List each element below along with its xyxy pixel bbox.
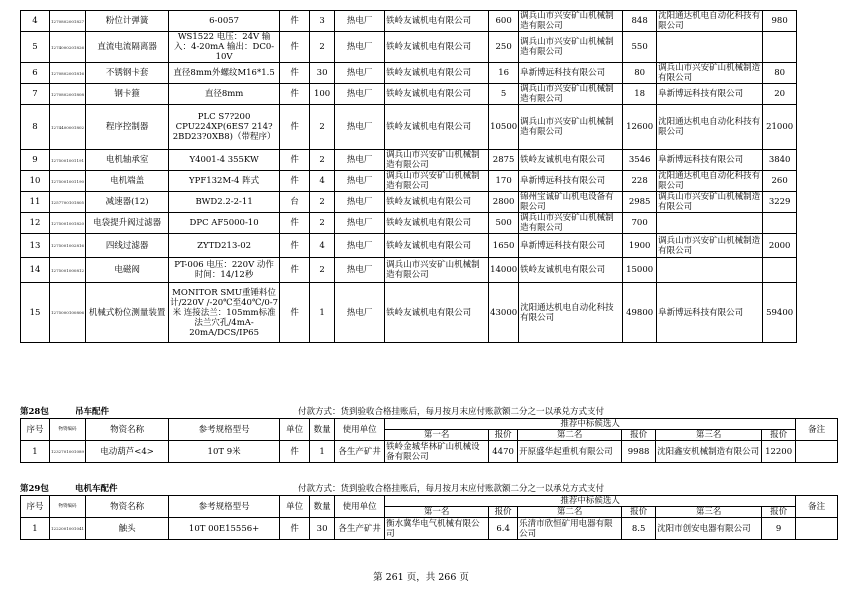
note <box>796 518 838 540</box>
supplier-3 <box>657 258 763 283</box>
table-row <box>21 518 838 540</box>
spec-model: BWD2.2-2-11 <box>169 192 280 213</box>
supplier-3: 沈阳通达机电自动化科技有限公司 <box>657 105 763 150</box>
user-unit: 各生产矿井 <box>335 518 385 540</box>
price-2: 1900 <box>623 234 657 258</box>
price-2: 848 <box>623 11 657 32</box>
user-unit: 热电厂 <box>335 150 385 171</box>
price-1: 170 <box>489 171 519 192</box>
header-name: 物资名称 <box>86 496 169 518</box>
table-row <box>21 192 839 213</box>
table-row <box>21 213 839 234</box>
supplier-1: 铁岭友诚机电有限公司 <box>385 63 489 84</box>
unit: 件 <box>280 171 310 192</box>
header-candidates: 推荐中标候选人 <box>385 419 796 430</box>
spec-model: 10T 9米 <box>169 441 280 463</box>
unit: 件 <box>280 441 310 463</box>
header-price: 报价 <box>622 507 656 518</box>
price-1: 250 <box>489 32 519 63</box>
supplier-2: 调兵山市兴安矿山机械制造有限公司 <box>519 84 623 105</box>
quantity: 2 <box>310 150 335 171</box>
header-price: 报价 <box>622 430 656 441</box>
spec-model: 直径8mm外螺纹M16*1.5 <box>169 63 280 84</box>
supplier-3: 调兵山市兴安矿山机械制造有限公司 <box>657 192 763 213</box>
price-3: 20 <box>763 84 797 105</box>
material-name: 触头 <box>86 518 169 540</box>
row-number: 5 <box>21 32 50 63</box>
material-code: 1275001001820 <box>50 213 86 234</box>
material-name: 电机端盖 <box>86 171 169 192</box>
table-row <box>21 32 839 63</box>
user-unit: 热电厂 <box>335 32 385 63</box>
row-number: 10 <box>21 171 50 192</box>
quantity: 30 <box>310 518 335 540</box>
price-1: 500 <box>489 213 519 234</box>
spec-model: YPF132M-4 阵式 <box>169 171 280 192</box>
material-code: 1275001001191 <box>50 150 86 171</box>
table-row <box>21 171 839 192</box>
material-name: 钢卡箍 <box>86 84 169 105</box>
header-no: 序号 <box>21 419 50 441</box>
supplier-2: 调兵山市兴安矿山机械制造有限公司 <box>519 105 623 150</box>
material-code: 1275000100806 <box>50 283 86 343</box>
supplier-1: 铁岭友诚机电有限公司 <box>385 32 489 63</box>
package-label: 第29包 <box>20 484 49 494</box>
unit: 件 <box>280 63 310 84</box>
user-unit: 热电厂 <box>335 213 385 234</box>
material-name: 机械式粉位测量装置 <box>86 283 169 343</box>
price-3: 9 <box>762 518 796 540</box>
header-candidates: 推荐中标候选人 <box>385 496 796 507</box>
quantity: 100 <box>310 84 335 105</box>
price-2: 550 <box>623 32 657 63</box>
user-unit: 热电厂 <box>335 84 385 105</box>
unit: 件 <box>280 518 310 540</box>
unit: 件 <box>280 213 310 234</box>
row-number: 15 <box>21 283 50 343</box>
price-2: 9988 <box>622 441 656 463</box>
price-2: 228 <box>623 171 657 192</box>
row-number: 13 <box>21 234 50 258</box>
supplier-1: 铁岭友诚机电有限公司 <box>385 84 489 105</box>
quantity: 30 <box>310 63 335 84</box>
row-number: 8 <box>21 105 50 150</box>
user-unit: 热电厂 <box>335 171 385 192</box>
quantity: 3 <box>310 11 335 32</box>
supplier-1: 铁岭友诚机电有限公司 <box>385 234 489 258</box>
supplier-2: 铁岭友诚机电有限公司 <box>519 150 623 171</box>
quantity: 4 <box>310 234 335 258</box>
supplier-3: 沈阳通达机电自动化科技有限公司 <box>657 171 763 192</box>
price-1: 600 <box>489 11 519 32</box>
supplier-1: 调兵山市兴安矿山机械制造有限公司 <box>385 171 489 192</box>
material-code: 1257700101805 <box>50 192 86 213</box>
header-row <box>21 496 838 507</box>
supplier-3: 沈阳鑫安机械制造有限公司 <box>656 441 762 463</box>
header-first: 第一名 <box>385 430 489 441</box>
spec-model: MONITOR SMU重锤料位计/220V /-20℃至40℃/0-7米 连接法兰：105mm标准法兰穴孔/4mA-20mA/DCS/IP65 <box>169 283 280 343</box>
price-1: 6.4 <box>489 518 518 540</box>
header-code: 物资编码 <box>50 419 86 441</box>
price-1: 2800 <box>489 192 519 213</box>
unit: 台 <box>280 192 310 213</box>
price-3: 980 <box>763 11 797 32</box>
material-name: 粉位计弹簧 <box>86 11 169 32</box>
package-28-table <box>20 418 838 463</box>
supplier-1: 铁岭友诚机电有限公司 <box>385 192 489 213</box>
spec-model: DPC AF5000-10 <box>169 213 280 234</box>
material-code: 1274000201826 <box>50 32 86 63</box>
price-3 <box>763 32 797 63</box>
material-name: 不锈钢卡套 <box>86 63 169 84</box>
price-2: 15000 <box>623 258 657 283</box>
quantity: 2 <box>310 213 335 234</box>
supplier-1: 铁岭友诚机电有限公司 <box>385 283 489 343</box>
spec-model: PT-006 电压：220V 动作时间：14/12秒 <box>169 258 280 283</box>
price-3: 3840 <box>763 150 797 171</box>
material-code: 1275001001190 <box>50 171 86 192</box>
price-1: 5 <box>489 84 519 105</box>
material-code: 1270802001808 <box>50 84 86 105</box>
supplier-2: 锦州宝诚矿山机电设备有限公司 <box>519 192 623 213</box>
payment-terms: 付款方式：货到验收合格挂账后，每月按月末应付账款额二分之一以承兑方式支付 <box>298 407 605 417</box>
table-row <box>21 11 839 32</box>
material-name: 直流电流隔离器 <box>86 32 169 63</box>
header-unit: 单位 <box>280 419 310 441</box>
supplier-2: 开原盛华起重机有限公司 <box>518 441 622 463</box>
row-number: 7 <box>21 84 50 105</box>
supplier-2: 阜新博远科技有限公司 <box>519 234 623 258</box>
table-row <box>21 258 839 283</box>
unit: 件 <box>280 258 310 283</box>
header-second: 第二名 <box>518 430 622 441</box>
price-2: 49800 <box>623 283 657 343</box>
row-number: 4 <box>21 11 50 32</box>
price-3: 3229 <box>763 192 797 213</box>
supplier-1: 调兵山市兴安矿山机械制造有限公司 <box>385 150 489 171</box>
package-name: 电机车配件 <box>75 484 118 494</box>
spec-model: 直径8mm <box>169 84 280 105</box>
quantity: 1 <box>310 283 335 343</box>
header-price: 报价 <box>762 430 796 441</box>
package-name: 吊车配件 <box>75 407 110 417</box>
header-user: 使用单位 <box>335 496 385 518</box>
spec-model: Y4001-4 355KW <box>169 150 280 171</box>
header-qty: 数量 <box>310 496 335 518</box>
user-unit: 热电厂 <box>335 63 385 84</box>
row-number: 11 <box>21 192 50 213</box>
supplier-1: 调兵山市兴安矿山机械制造有限公司 <box>385 258 489 283</box>
row-number: 14 <box>21 258 50 283</box>
supplier-1: 衡水冀华电气机械有限公司 <box>385 518 489 540</box>
material-code: 1222001001041 <box>50 518 86 540</box>
package-29-header <box>20 483 605 495</box>
material-name: 四线过滤器 <box>86 234 169 258</box>
table-row <box>21 150 839 171</box>
material-code: 1232701001089 <box>50 441 86 463</box>
price-3: 2000 <box>763 234 797 258</box>
row-number: 6 <box>21 63 50 84</box>
material-code: 1274400001802 <box>50 105 86 150</box>
price-3 <box>763 258 797 283</box>
user-unit: 热电厂 <box>335 105 385 150</box>
payment-terms: 付款方式：货到验收合格挂账后，每月按月末应付账款额二分之一以承兑方式支付 <box>298 484 605 494</box>
price-1: 16 <box>489 63 519 84</box>
material-name: 电磁阀 <box>86 258 169 283</box>
price-3: 12200 <box>762 441 796 463</box>
header-unit: 单位 <box>280 496 310 518</box>
package-28-header <box>20 406 605 418</box>
spec-model: WS1522 电压：24V 输入：4-20mA 输出：DC0-10V <box>169 32 280 63</box>
user-unit: 热电厂 <box>335 192 385 213</box>
supplier-2: 调兵山市兴安矿山机械制造有限公司 <box>519 11 623 32</box>
material-name: 电动葫芦<4> <box>86 441 169 463</box>
user-unit: 热电厂 <box>335 11 385 32</box>
price-1: 10500 <box>489 105 519 150</box>
header-third: 第三名 <box>656 507 762 518</box>
header-name: 物资名称 <box>86 419 169 441</box>
supplier-2: 铁岭友诚机电有限公司 <box>519 258 623 283</box>
header-code: 物资编码 <box>50 496 86 518</box>
price-2: 8.5 <box>622 518 656 540</box>
price-1: 14000 <box>489 258 519 283</box>
material-code: 1275001002816 <box>50 234 86 258</box>
note <box>796 441 838 463</box>
quantity: 2 <box>310 258 335 283</box>
header-price: 报价 <box>489 507 518 518</box>
unit: 件 <box>280 150 310 171</box>
supplier-1: 铁岭友诚机电有限公司 <box>385 213 489 234</box>
package-29-table <box>20 495 838 540</box>
supplier-3 <box>657 213 763 234</box>
supplier-2: 调兵山市兴安矿山机械制造有限公司 <box>519 213 623 234</box>
price-3 <box>763 213 797 234</box>
header-no: 序号 <box>21 496 50 518</box>
supplier-3: 调兵山市兴安矿山机械制造有限公司 <box>657 63 763 84</box>
supplier-2: 乐清市欣恒矿用电器有限公司 <box>518 518 622 540</box>
supplier-3: 调兵山市兴安矿山机械制造有限公司 <box>657 234 763 258</box>
supplier-2: 沈阳通达机电自动化科技有限公司 <box>519 283 623 343</box>
price-1: 43000 <box>489 283 519 343</box>
price-1: 4470 <box>489 441 518 463</box>
spec-model: 6-0057 <box>169 11 280 32</box>
header-row <box>21 419 838 430</box>
header-note: 备注 <box>796 496 838 518</box>
price-3: 80 <box>763 63 797 84</box>
unit: 件 <box>280 11 310 32</box>
header-price: 报价 <box>489 430 518 441</box>
spec-model: ZYTD213-02 <box>169 234 280 258</box>
price-3: 260 <box>763 171 797 192</box>
row-number: 12 <box>21 213 50 234</box>
quantity: 2 <box>310 105 335 150</box>
supplier-3: 沈阳通达机电自动化科技有限公司 <box>657 11 763 32</box>
spec-model: 10T 00E15556+ <box>169 518 280 540</box>
price-3: 21000 <box>763 105 797 150</box>
header-second: 第二名 <box>518 507 622 518</box>
supplier-3: 阜新博远科技有限公司 <box>657 283 763 343</box>
row-number: 1 <box>21 441 50 463</box>
price-2: 2985 <box>623 192 657 213</box>
user-unit: 热电厂 <box>335 258 385 283</box>
material-code: 1270802001816 <box>50 63 86 84</box>
header-note: 备注 <box>796 419 838 441</box>
header-spec: 参考规格型号 <box>169 496 280 518</box>
price-3: 59400 <box>763 283 797 343</box>
header-user: 使用单位 <box>335 419 385 441</box>
table-row <box>21 105 839 150</box>
header-qty: 数量 <box>310 419 335 441</box>
user-unit: 热电厂 <box>335 283 385 343</box>
material-code: 1275001000812 <box>50 258 86 283</box>
package-label: 第28包 <box>20 407 49 417</box>
page-footer: 第 261 页，共 266 页 <box>373 572 469 583</box>
supplier-2: 阜新博远科技有限公司 <box>519 171 623 192</box>
table-row <box>21 63 839 84</box>
supplier-2: 阜新博远科技有限公司 <box>519 63 623 84</box>
unit: 件 <box>280 32 310 63</box>
quantity: 1 <box>310 441 335 463</box>
supplier-3 <box>657 32 763 63</box>
supplier-1: 铁岭友诚机电有限公司 <box>385 11 489 32</box>
bid-items-table <box>20 10 839 343</box>
user-unit: 各生产矿井 <box>335 441 385 463</box>
table-row <box>21 84 839 105</box>
header-third: 第三名 <box>656 430 762 441</box>
table-row <box>21 283 839 343</box>
price-2: 18 <box>623 84 657 105</box>
unit: 件 <box>280 234 310 258</box>
row-number: 9 <box>21 150 50 171</box>
material-code: 1270802001827 <box>50 11 86 32</box>
price-2: 80 <box>623 63 657 84</box>
material-name: 电机轴承室 <box>86 150 169 171</box>
supplier-3: 阜新博远科技有限公司 <box>657 150 763 171</box>
material-name: 减速器(12) <box>86 192 169 213</box>
price-1: 1650 <box>489 234 519 258</box>
supplier-2: 调兵山市兴安矿山机械制造有限公司 <box>519 32 623 63</box>
supplier-3: 阜新博远科技有限公司 <box>657 84 763 105</box>
price-2: 12600 <box>623 105 657 150</box>
supplier-3: 沈阳市创安电器有限公司 <box>656 518 762 540</box>
supplier-1: 铁岭友诚机电有限公司 <box>385 105 489 150</box>
unit: 件 <box>280 84 310 105</box>
header-price: 报价 <box>762 507 796 518</box>
quantity: 2 <box>310 32 335 63</box>
material-name: 程序控制器 <box>86 105 169 150</box>
user-unit: 热电厂 <box>335 234 385 258</box>
unit: 件 <box>280 283 310 343</box>
table-row <box>21 441 838 463</box>
header-first: 第一名 <box>385 507 489 518</box>
quantity: 4 <box>310 171 335 192</box>
price-1: 2875 <box>489 150 519 171</box>
supplier-1: 铁岭金城华林矿山机械设备有限公司 <box>385 441 489 463</box>
row-number: 1 <box>21 518 50 540</box>
price-2: 700 <box>623 213 657 234</box>
unit: 件 <box>280 105 310 150</box>
material-name: 电袋提升阀过滤器 <box>86 213 169 234</box>
table-row <box>21 234 839 258</box>
price-2: 3546 <box>623 150 657 171</box>
spec-model: PLC S7?200 CPU224XP(6ES7 214?2BD23?0XB8)（带程序） <box>169 105 280 150</box>
header-spec: 参考规格型号 <box>169 419 280 441</box>
quantity: 2 <box>310 192 335 213</box>
